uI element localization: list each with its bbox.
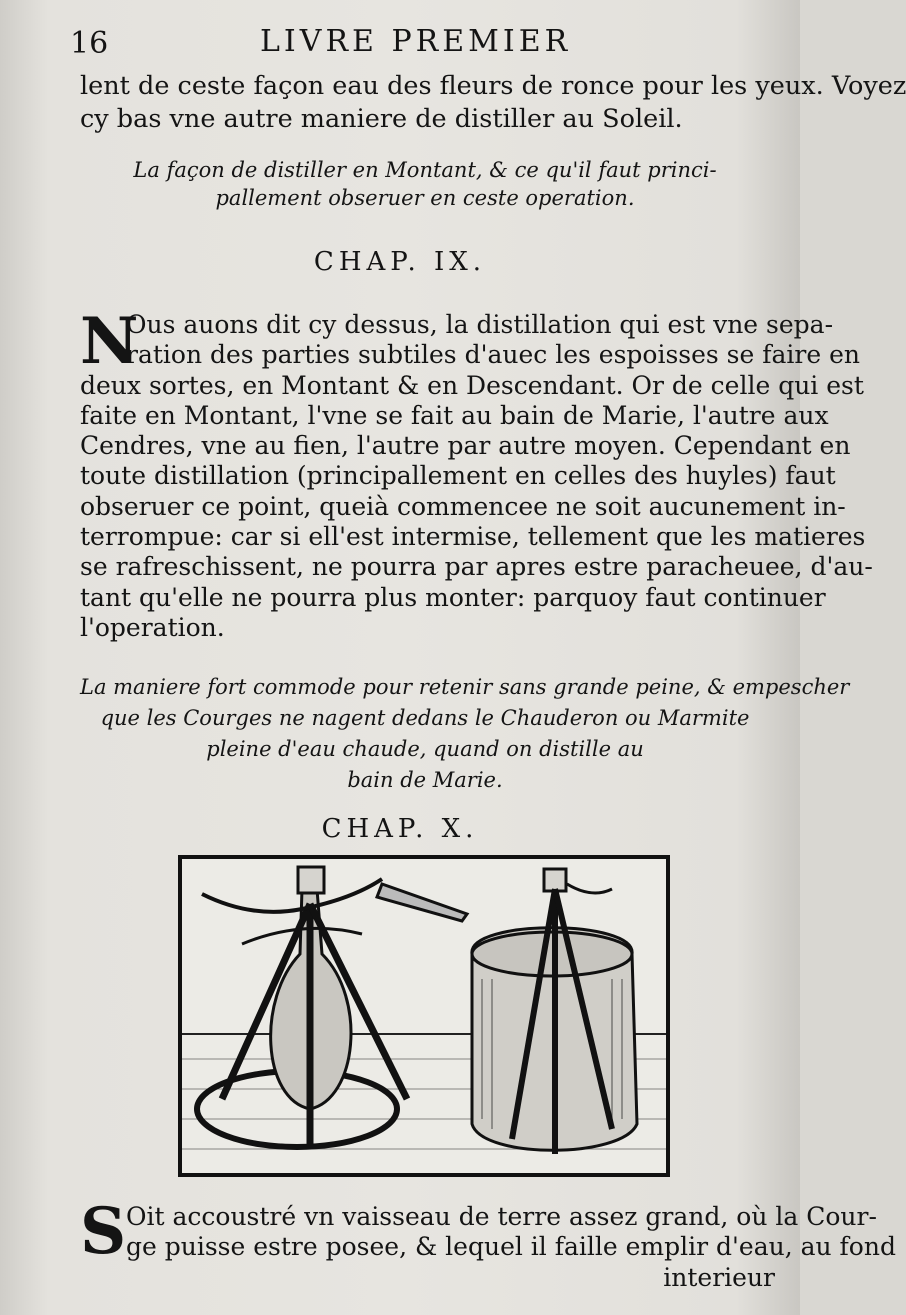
running-head (70, 18, 770, 61)
text-line: l'operation. (80, 612, 225, 642)
page-number: 16 (70, 26, 109, 61)
text-line: obseruer ce point, queià commencee ne soit aucunement in- (80, 491, 846, 521)
distillation-apparatus-image (182, 859, 666, 1173)
drop-cap-n: N (80, 304, 139, 379)
text-line: deux sortes, en Montant & en Descendant. Or de celle qui est (80, 370, 864, 400)
text-line: toute distillation (principallement en celles des huyles) faut (80, 461, 836, 491)
text-line: Oit accoustré vn vaisseau de terre assez grand, où la Cour- (126, 1202, 877, 1231)
chapter-ix-rubric (80, 156, 770, 212)
text-line: ge puisse estre posee, & lequel il faille emplir d'eau, au fond (126, 1232, 896, 1262)
text-line: cy bas vne autre maniere de distiller au Soleil. (80, 104, 683, 134)
text-line: Cendres, vne au fien, l'autre par autre moyen. Cependant en (80, 431, 851, 461)
running-title: LIVRE PREMIER (260, 24, 572, 59)
chapter-x-heading: CHAP. X. (321, 814, 479, 844)
rubric-line: La façon de distiller en Montant, & ce qu'il faut princi- (133, 158, 717, 182)
chapter-ix-heading: CHAP. IX. (313, 247, 487, 277)
rubric-line: pleine d'eau chaude, quand on distille au (206, 737, 644, 761)
text-line: lent de ceste façon eau des fleurs de ronce pour les yeux. Voyez (80, 71, 906, 101)
rubric-line: bain de Marie. (347, 768, 503, 792)
text-line: se rafreschissent, ne pourra par apres estre paracheuee, d'au- (80, 552, 873, 582)
rubric-line: La maniere fort commode pour retenir sans grande peine, & empescher (80, 675, 850, 699)
chapter-ix-paragraph (80, 304, 873, 643)
chapter-x-paragraph (80, 1194, 896, 1293)
chapter-x-rubric (80, 672, 850, 796)
text-line: ration des parties subtiles d'auec les espoisses se faire en (126, 340, 860, 370)
text-line: Ous auons dit cy dessus, la distillation qui est vne sepa- (126, 310, 834, 339)
catchword: interieur (663, 1262, 775, 1292)
rubric-line: que les Courges ne nagent dedans le Chauderon ou Marmite (100, 706, 750, 730)
rubric-line: pallement obseruer en ceste operation. (215, 186, 635, 210)
top-paragraph (80, 70, 906, 136)
text-line: terrompue: car si ell'est intermise, tellement que les matieres (80, 522, 866, 552)
woodcut-illustration (178, 855, 670, 1177)
text-line: tant qu'elle ne pourra plus monter: parquoy faut continuer (80, 582, 826, 612)
text-line: faite en Montant, l'vne se fait au bain de Marie, l'autre aux (80, 400, 829, 430)
drop-cap-s: S (80, 1194, 127, 1269)
